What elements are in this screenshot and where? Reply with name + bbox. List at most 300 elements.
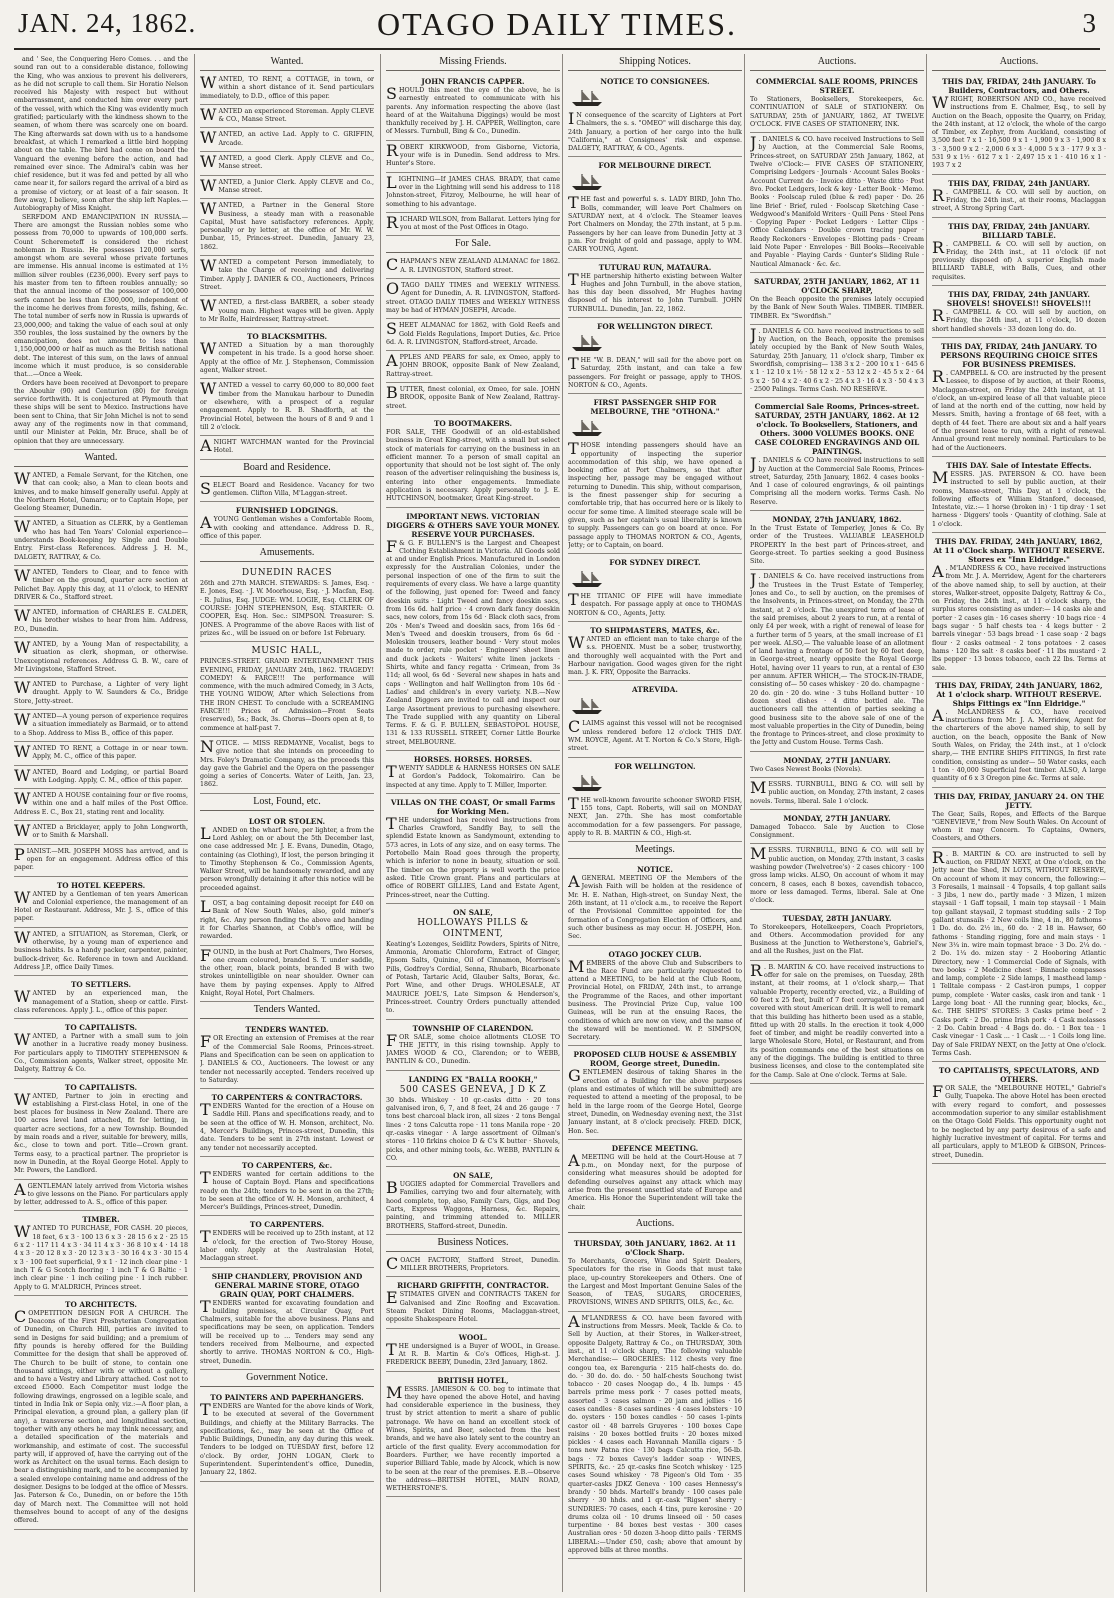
ad-text: EMBERS of the above Club and Subscribers to the Race Fund are particularly requested to attend a MEETING, to be held at the Club Room, Provincial Hotel, on FRIDAY, 24th inst., to arrange the Programme of the Races, and other important business. The Provincial Prize Cup, value 100 Guineas, will be run at the ensuing Races, the conditions of which are now on view, and the name of the steward will be mentioned. W. P. SIMPSON, Secretary. — [568, 959, 742, 1042]
ad-body — [750, 324, 924, 394]
ad-body — [386, 140, 560, 169]
page-number: 3 — [1082, 8, 1096, 38]
advertisement — [14, 822, 188, 845]
ship-icon — [568, 333, 742, 355]
ad-body — [932, 185, 1106, 214]
ad-body — [14, 678, 188, 706]
drop-cap: M — [932, 467, 949, 487]
ad-text: ANTED an efficient man to take charge of the s.s. PHOENIX. Must be a sober, trustworthy, and thoroughly well acquainted with the Port and Harbour navigation. Good wages given for the right man. J. K. FRY, Opposite the Barracks. — [568, 635, 742, 677]
ad-title: OTAGO JOCKEY CLUB. — [608, 949, 702, 959]
ad-body — [14, 1030, 188, 1074]
ad-text: . CAMPBELL & CO. will sell by auction, on Friday, the 24th inst., at 11 o'clock (if not previously disposed of) A superior English made BILLIARD TABLE, with Balls, Cues, and other requisites. — [932, 240, 1106, 281]
ad-body — [200, 1032, 374, 1085]
ad-text: PRINCES-STREET. GRAND ENTERTAINMENT THIS EVENING, FRIDAY, JANUARY 24th, 1862. TRAGEDY! COMEDY! & FARCE!!! The performance will commence, with the much admired Comedy, in 3 Acts, THE YOUNG WIDOW, After which Selections from THE IRON CHEST. To conclude with a SCREAMING FARCE!!! Prices of Admission—Front Seats (reserved), 5s.; Back, 3s. Chorus—Doors open at 8, to commence at half-past 7. — [200, 658, 374, 732]
ad-title: Commercial Sale Rooms, Princes-street. SATURDAY, 25TH JANUARY, 1862. At 12 o'clock. To Booksellers, Stationers, and Others. 3000 VOLUMES BOOKS. ONE CASE COLORED ENGRAVINGS AND OIL PAINTINGS. — [754, 402, 920, 457]
ad-title: TO CARPENTERS. — [249, 1220, 325, 1230]
drop-cap: R — [386, 140, 399, 160]
advertisement — [200, 643, 374, 737]
advertisement — [568, 158, 742, 258]
ad-text: ENDERS will be received up to 25th instant, at 12 o'clock, for the erection of Two-Storey House, labor only. Apply at the Australasian Hotel, Maclaggan street. — [200, 1230, 374, 1263]
drop-cap: A — [568, 1311, 580, 1331]
ad-title: TUESDAY, 28TH JANUARY. — [782, 913, 892, 923]
ad-text: ENDERS Wanted for the erection of a House on Saddle Hill. Plans and specifications ready, and to be seen at the office of W. H. Monson, architect, No. 4, Mercer's Buildings, Princes-street, Dunedin, this date. Tenders to be sent in 27th instant. Lowest or any tender not necessarily accepted. — [200, 1103, 374, 1152]
advertisement — [200, 1158, 374, 1216]
section-heading: Auctions. — [932, 56, 1106, 71]
ad-text: ESSRS. TURNBULL, BING & CO. will sell by public auction, on Monday, 27th instant, 2 cases novels. Terms, liberal. Sale 1 o'clock. — [750, 781, 924, 805]
advertisement — [200, 480, 374, 503]
section-heading: Tenders Wanted. — [200, 1004, 374, 1019]
ad-title: VILLAS ON THE COAST, Or small Farms for Working Men. — [390, 797, 556, 816]
ad-text: . McLANDRESS & CO., have received instructions from Mr. J. A. Merridew, Agent for the charterers of the above named ship, to sell by auction, on the beach, opposite the Bank of New South Wales, on Friday, the 24th inst., at 1 o'clock sharp,— THE ENTIRE SHIPS FITTINGS, In first rate condition, consisting as under— 50 Water casks, each 1 ton · 40,000 Superficial feet timber. ALSO, A large quantity of 6 x 3 Oregon pine &c. Terms at sale. — [932, 708, 1106, 783]
ship-icon — [568, 773, 742, 795]
ad-title: RICHARD GRIFFITH, CONTRACTOR. — [397, 1281, 549, 1291]
ad-body — [750, 296, 924, 321]
drop-cap: A — [386, 351, 398, 371]
section-heading: For Sale. — [386, 238, 560, 253]
ad-title: SHIP CHANDLERY, PROVISION AND GENERAL MARINE STORE, OTAGO GRAIN QUAY, PORT CHALMERS. — [211, 1271, 363, 1299]
ship-icon — [568, 696, 742, 718]
ad-title: TUTURAU RUN, MATAURA. — [598, 262, 712, 272]
drop-cap: J — [750, 324, 757, 344]
drop-cap: T — [568, 193, 579, 213]
ad-text: The Gear, Sails, Ropes, and Effects of the Barque "GENEVIEVE," from New South Wales. On Account of whom it may Concern. To Captains, Owners, Coasters, and Others. — [932, 810, 1106, 843]
ad-title: TO CARPENTERS, &c. — [241, 1160, 333, 1170]
ad-text: ANTED—A young person of experience requires a situation immediately as Barmaid, or to attend to a Shop. Address to Miss B., office of this paper. — [14, 713, 188, 737]
ad-text: ESSRS. JAMIESON & CO. beg to intimate that they have opened the above Hotel, and having had considerable experience in the business, they trust by strict attention to merit a share of public patronage. We have on hand an excellent stock of Wines, Spirits, and Beer, selected from the best brands, and we have also lately sent to the country an article of the first quality. Every accommodation for Boarders. Further, we have recently imported a superior Billiard Table, made by Alcock, which is now to be seen at the rear of the premises. E.B.—Observe the address—BRITISH HOTEL, MAIN ROAD, WETHERSTONE'S. — [386, 1385, 560, 1493]
drop-cap: W — [14, 638, 31, 657]
ad-title: THIS DAY, FRIDAY, 24th JANUARY. SHOVELS! SHOVELS!! SHOVELS!!! — [946, 290, 1092, 309]
advertisement — [200, 257, 374, 296]
ad-title: TO PAINTERS AND PAPERHANGERS. — [210, 1392, 364, 1402]
ad-body — [932, 561, 1106, 673]
advertisement — [386, 280, 560, 319]
drop-cap: W — [200, 379, 217, 399]
ad-text: . CAMPBELL & CO. will sell by auction, on Friday, the 24th inst., at 11 o'clock, 10 dozen short handled shovels · 33 dozen long do. do. — [932, 309, 1106, 333]
ad-title: DEFENCE MEETING. — [611, 1143, 699, 1153]
drop-cap: R — [932, 237, 945, 257]
ad-body — [932, 366, 1106, 453]
drop-cap: J — [750, 133, 757, 153]
advertisement — [932, 1063, 1106, 1164]
ad-text: OR Erecting an extension of Premises at the rear of the Commercial Sale Rooms, Princes-street. Plans and Specification can be seen on application to J. DANIELS & CO., Auctioneers. The lowest or any tender not necessarily accepted. Tenders received up to Saturday. — [200, 1035, 374, 1084]
ad-body — [14, 638, 188, 674]
ad-body — [200, 152, 374, 172]
ad-title: TO CAPITALISTS. — [64, 1082, 138, 1092]
drop-cap: T — [200, 1100, 211, 1120]
ad-body — [750, 960, 924, 1080]
ad-body — [750, 844, 924, 905]
advertisement — [932, 339, 1106, 457]
advertisement — [14, 878, 188, 928]
ad-body — [14, 710, 188, 738]
ad-text: ANTED, a first-class BARBER, a sober steady young man. Highest wages will be given. Apply to Mr Rolfe, Hairdresser, Rattray-street. — [200, 299, 374, 323]
advertisement — [200, 297, 374, 328]
advertisement — [386, 752, 560, 794]
ad-title: TO BOOTMAKERS. — [433, 418, 513, 428]
advertisement — [200, 177, 374, 200]
drop-cap: A — [932, 561, 944, 581]
ad-text: OACH FACTORY, Stafford Street, Dunedin. MILLER BROTHERS, Proprietors. — [400, 1256, 560, 1273]
section-heading: Meetings. — [568, 844, 742, 859]
advertisement — [568, 682, 742, 757]
advertisement — [750, 326, 924, 398]
advertisement — [386, 1330, 560, 1372]
drop-cap: W — [14, 887, 31, 907]
drop-cap: W — [14, 565, 31, 585]
advertisement — [568, 623, 742, 681]
drop-cap: L — [200, 897, 211, 917]
drop-cap: W — [14, 678, 31, 698]
ad-text: M'LANDRESS & CO. have been favored with instructions from Messrs. Meek, Tackle & Co. to Sell by Auction, at their Stores, in Walker-street, opposite Dalgety, Rattray & Co., on THURSDAY, 30th inst., at 11 o'clock sharp, The following valuable Merchandise:— GROCERIES: 112 chests very fine congou tea, ex Barenguria · 215 half-chests do. do. do. · 30 do. do. do. · 50 half-chests Souchong twist tobacco · 20 cases Noogap do., 4 lb. lumps · 45 barrels prime mess pork · 7 cases potted meats, assorted · 3 cases salmon · 20 jam and jellies · 16 cases candles · 8 cases sardines · 4 cases lobsters · 10 do. oysters · 150 boxes candles · 50 cases 1-pints castor oil · 48 barrels Gruyeres · 100 boxes Cape raisins · 20 boxes bottled fruits · 20 boxes mixed pickles · 4 cases each Havannah Manilla cigars · 5 tons new Patna rice · 130 bags Calcutta rice, 56-lb. bags · 72 boxes Cavey's ladder soap · WINES, SPIRITS, &c. · 25 qr.-casks fine Scotch whiskey · 125 cases Sound whiskey · 78 Pigeon's Old Tom · 35 quarter-casks JDKZ Geneva · 100 cases Hennessy's brandy · 50 bhds. Martell's brandy · 100 cases pale sherry · 30 hhds. and 1 qr.-cask "Rigsen" sherry · SUNDRIES: 70 cases, each 4 tins, pure kerosine · 20 drums colza oil · 10 drums linseed oil · 50 cases turpentine · 84 boxes best vestas · 300 cases Australian ores · 50 dozen 3-hoop ditto pails · TERMS LIBERAL:—Under £50, cash; above that amount by approved bills at three months. — [568, 1314, 742, 1555]
advertisement — [386, 1373, 560, 1498]
drop-cap: W — [200, 128, 217, 148]
paragraph: and ' See, the Conquering Hero Comes. . . and the sound ran out to a considerable distance, following the King, who was anxious to prevent his deliverers, as he did not scruple to call them. Sir Horatio Nelson received his Majesty with respect but without embarrassment, and conducted him over every part of the vessel, with which the King was evidently much gratified; particularly with the kindness shown to the seamen, of whom there was scarcely one on board. The King afterwards sat down with us to a handsome breakfast, at which I remarked a little bird hopping about on the table. The bird had come on board the Vanguard the evening before the action, and had remained ever since. The Admiral's cabin was her chief residence, but it was fed and petted by all who came near it, for sailors regard the arrival of a bird as a promise of victory, or at least of a fair season. It flew away, I believe, soon after the ship left Naples.—Autobiography of Miss Knight. — [14, 56, 188, 213]
ad-text: UTTER, finest colonial, ex Omeo, for sale. JOHN BROOK, opposite Bank of New Zealand, Rattray-street. — [386, 386, 560, 410]
ad-body — [568, 717, 742, 753]
drop-cap: W — [200, 152, 217, 172]
ad-body — [750, 525, 924, 566]
ad-title: TO ARCHITECTS. — [65, 1299, 137, 1309]
ad-body — [200, 256, 374, 292]
ad-body — [568, 193, 742, 254]
ad-text: OUND, in the bush at Port Chalmers, Two Horses, one cream coloured, branded S. T. under saddle, the other, roan, black points, branded B with two strokes unintelligible on near shoulder. Owner can have them by paying expenses. Apply to Alfred Knight, Royal Hotel, Port Chalmers. — [200, 948, 374, 998]
ad-body — [386, 941, 560, 1016]
ad-body — [200, 945, 374, 999]
drop-cap: A — [932, 705, 944, 725]
advertisement — [568, 74, 742, 157]
drop-cap: F — [200, 1032, 212, 1052]
advertisement — [568, 1313, 742, 1560]
ad-title: FOR WELLINGTON DIRECT. — [597, 322, 713, 332]
ad-text: ANTED a Bricklayer, apply to John Longworth, or to Smith & Marshall. — [32, 824, 188, 840]
drop-cap: P — [14, 844, 25, 864]
ad-title: NOTICE. — [637, 865, 673, 875]
advertisement — [14, 1080, 188, 1180]
ad-text: GENERAL MEETING OF the Members of the Jewish Faith will be holden at the residence of Mr. H. E. Nathan, High-street, on Sunday Next, the 26th instant, at 11 o'clock a.m., to receive the Report of the Provisional Committee appointed for the formation of a Congregation Election of Officers, and such other business as may occur. H. JOSEPH, Hon. Sec. — [568, 875, 742, 941]
ad-title: THURSDAY, 30th JANUARY, 1862. At 11 o'Clock Sharp. — [573, 1238, 737, 1257]
ad-body — [750, 924, 924, 957]
ad-text: ENDERS are Wanted for the above kinds of Work, to be executed at several of the Government Buildings, and chiefly at the Military Barracks. The specifications, &c., may be seen at the Office of Public Buildings, Dunedin, any day during this week. Tenders to be lodged on TUESDAY first, before 12 o'clock. By order, JOHN LOGAN, Clerk to Superintendent. Superintendent's office, Dunedin, January 22, 1862. — [200, 1402, 374, 1477]
ad-text: ENDERS wanted for certain additions to the house of Captain Boyd. Plans and specifications ready on the 24th; tenders to be sent in on the 27th; to be seen at the office of W. H. Monson, architect, 4 Mercer's Buildings, Princes-street, Dunedin. — [200, 1170, 374, 1212]
ad-text: ANTED TO RENT, a Cottage in or near town. Apply, M. C., office of this paper. — [32, 744, 188, 761]
ad-text: HEET ALMANAC for 1862, with Gold Reefs and Gold Fields Regulations, Import Duties, &c. Price 6d. A. R. LIVINGSTON, Stafford-street, Arcade. — [386, 322, 560, 346]
advertisement — [200, 380, 374, 436]
drop-cap: F — [200, 945, 212, 965]
ad-text: ANTED a Situation by a man thoroughly competent in his trade. Is a good horse shoer. Apply at the office of Mr. J. Stephenson, Commission agent, Walker street. — [200, 342, 374, 375]
section-heading: Auctions. — [568, 1218, 742, 1233]
drop-cap: O — [386, 279, 400, 299]
ad-text: PPLES AND PEARS for sale, ex Omeo, apply to JOHN BROOK, opposite Bank of New Zealand, Rattray-street. — [386, 354, 560, 378]
ad-title: JOHN FRANCIS CAPPER. — [421, 77, 525, 86]
ad-text: MEETING will be held at the Court-House at 7 p.m., on Monday next, for the purpose of considering what measures should be adopted for defending ourselves against any attack which may arise from the present unsettled state of Europe and America. His Honor the Superintendent will take the chair. — [568, 1153, 742, 1211]
drop-cap: A — [568, 872, 580, 892]
ad-body — [750, 454, 924, 507]
ad-body — [386, 172, 560, 209]
advertisement — [14, 607, 188, 638]
ad-body — [386, 383, 560, 411]
ad-body — [200, 73, 374, 101]
ad-body — [932, 811, 1106, 844]
ad-body — [200, 823, 374, 893]
ad-title: THIS DAY, FRIDAY, JANUARY 24. ON THE JETTY. — [933, 791, 1104, 810]
drop-cap: W — [14, 710, 31, 730]
ad-body — [568, 354, 742, 390]
ad-text: ANTED, TO RENT, a COTTAGE, in town, or within a short distance of it. Send particulars immediately, to D.D., office of this paper. — [200, 76, 374, 100]
advertisement — [386, 352, 560, 383]
drop-cap: W — [14, 927, 31, 947]
advertisement — [200, 738, 374, 794]
drop-cap: C — [568, 717, 581, 737]
ad-title: LANDING EX "BALLA ROOKH," — [408, 1074, 538, 1084]
drop-cap: C — [386, 1253, 399, 1273]
ad-body — [14, 517, 188, 561]
ad-body — [200, 128, 374, 148]
ad-body — [386, 1178, 560, 1231]
ad-body — [932, 306, 1106, 334]
ad-text: OMPETITION DESIGN FOR A CHURCH. The Deacons of the First Presbyterian Congregation of Dunedin, on Church Hill, parties are invited to send in Designs for said building; and a premium of fifty pounds is hereby offered for the Building Committee for the design that shall be approved of. The Church to be built of stone, to contain one thousand sittings, either with or without a gallery, and to have a Vestry and Library attached. Cost not to exceed £5000. Each Competitor must lodge the following drawings, engrossed on a legible scale, and tinted in India Ink or Sepia only, viz.:—A floor plan, a Principal elevation, a ground plan, a gallery plan (if any), a transverse section, and longitudinal section, together with any others he may think necessary, and a detailed specification of the materials and workmanship, and estimate of cost. The successful party will, if approved of, have the carrying out of the work as Architect on the usual terms. Each design to bear a distinguishing mark, and to be accompanied by a sealed envelope containing name and address of the designer. Designs to be lodged at the office of Messrs. Jas. Paterson & Co., Dunedin, on or before the 15th day of March next. The Committee will not hold themselves bound to accept of any of the designs offered. — [14, 1309, 188, 1525]
advertisement — [14, 767, 188, 790]
advertisement — [200, 898, 374, 945]
ad-body — [200, 1167, 374, 1212]
advertisement — [386, 905, 560, 1020]
drop-cap: F — [386, 1030, 398, 1050]
column-3 — [386, 54, 560, 1594]
ad-body — [750, 766, 924, 774]
advertisement — [200, 1217, 374, 1267]
column-divider — [194, 54, 195, 1592]
advertisement — [200, 1269, 374, 1370]
ad-body — [932, 705, 1106, 784]
ad-text: YOUNG Gentleman wishes a Comfortable Room, with cooking and attendance. Address D. R., office of this paper. — [200, 516, 374, 540]
ad-text: 30 bhds. Whiskey · 10 qr.-casks ditto · 20 tons galvanised iron, 6, 7, and 8 feet, 24 and 26 gauge · 7 tons best charcoal black iron, all sizes · 2 tons Bengal lines · 2 tons Calcutta rope · 11 tons Manila rope · 20 qr.-casks vinegar · A large assortment of Oilman's stores · 110 firkins choice D & C's K butter · Shovels, picks, and other mining tools, &c. WEBB, PANTLIN & CO. — [386, 1096, 560, 1162]
advertisement — [568, 1236, 742, 1312]
advertisement — [932, 219, 1106, 286]
ad-body — [932, 237, 1106, 282]
ad-title: WOOL. — [458, 1332, 488, 1342]
drop-cap: R — [932, 847, 945, 867]
ad-text: ANTED, a Female Servant, for the Kitchen, one that can cook; also, a Man to clean boots and knives, and to make himself generally useful. Apply at the Northern Hotel, Oamaru; or to Captain Hope, per Geelong Steamer, Dunedin. — [14, 471, 188, 513]
ad-body — [14, 606, 188, 634]
ad-body — [200, 296, 374, 324]
ad-text: Keating's Lozenges, Seidlitz Powders, Spirits of Nitre, Ammonia, Aromatic Chloroform, Extract of Ginger, Epsom Salts, Quinine, Oil of Cinnamon, Morrison's Pills, Godfrey's Cordial, Senna, Rhubarb, Bicarbonate of Potash, Tartaric Acid, Glauber Salts, Borax, &c. Port Wine, and other Drugs. WHOLESALE, AT MAURICE JOEL'S, Late Simpson & Henderson's, Princes-street. Country Orders punctually attended to. — [386, 940, 560, 1015]
advertisement — [14, 929, 188, 976]
ad-body — [200, 1296, 374, 1366]
ad-body — [14, 1306, 188, 1526]
ad-title: IMPORTANT NEWS. VICTORIAN DIGGERS & OTHERS SAVE YOUR MONEY. RESERVE YOUR PURCHASES. — [386, 511, 560, 539]
ad-title: THIS DAY. Sale of Intestate Effects. — [946, 460, 1092, 470]
ship-icon — [568, 418, 742, 440]
ad-headline: MUSIC HALL, — [251, 646, 323, 657]
ad-text: ANTED, a Partner with a small sum to join another in a lucrative ready money business. For particulars apply to TIMOTHY STEPHENSON & Co., Commission agents, Walker street, opposite Mr. Dalgety, Rattray & Co. — [14, 1033, 188, 1074]
advertisement — [200, 814, 374, 897]
ad-text: ENDERS wanted for excavating foundation and building premises, at Circular Quay, Port Chalmers, suitable for the above business. Plans and specifications may be seen, on application. Tenders will be received up to ... Tenders may send any tenders received from Melbourne, and expected shortly to arrive. THOMAS NORTON & CO., High-street, Dunedin. — [200, 1299, 374, 1365]
drop-cap: W — [14, 517, 31, 537]
ad-body — [14, 887, 188, 924]
ad-title: SATURDAY, 25TH JANUARY, 1862, AT 11 O'CLOCK SHARP, — [754, 276, 920, 295]
ad-title: ON SALE, — [453, 1171, 493, 1181]
ad-body — [568, 439, 742, 550]
newspaper-title: OTAGO DAILY TIMES. — [377, 6, 737, 42]
ad-title: TO SHIPMASTERS, MATES, &c. — [590, 625, 720, 635]
advertisement — [750, 512, 924, 570]
drop-cap: T — [568, 793, 579, 813]
ad-text: . M'LANDRESS & CO., have received instructions from Mr. J. A. Merridew, Agent for the charterers of the above named ship, to sell by auction, at their stores, Walker-street, opposite Dalgety, Rattray & Co., on Friday, the 24th inst., at 11 o'clock sharp, the surplus stores consisting as under:— 14 casks ale and porter · 2 cases gin · 16 cases sherry · 10 bags rice · 4 bags sugar · 5 half chests tea · 4 kegs butter · 2 barrels vinegar · 53 bags bread · 1 case soap · 2 bags flour · 2 casks oatmeal · 2 tons potatoes · 2 cases hams · 120 lbs salt · 8 casks beef · 11 lbs mustard · 2 lbs pepper · 13 boxes tobacco, each 22 lbs. Terms at sale. — [932, 564, 1106, 672]
drop-cap: E — [386, 1288, 398, 1308]
advertisement — [568, 947, 742, 1047]
ad-body — [386, 255, 560, 275]
advertisement — [386, 416, 560, 508]
advertisement — [14, 1297, 188, 1530]
ad-text: Damaged Tobacco. Sale by Auction to Close Consignment. — [750, 823, 924, 840]
drop-cap: W — [14, 789, 31, 809]
ad-text: ANTED a vessel to carry 60,000 to 80,000 feet timber from the Manukau harbour to Dunedin or elsewhere, with a prospect of a regular engagement. Apply to R. B. Shadforth, at the Provincial Hotel, between the hours of 8 and 9 and 1 till 2 o'clock. — [200, 382, 374, 431]
advertisement — [750, 811, 924, 845]
column-2 — [200, 54, 374, 1594]
ad-text: ANTED, Board and Lodging, or partial Board with Lodging. Apply, C. M., office of this paper. — [32, 768, 188, 784]
drop-cap: M — [750, 778, 767, 797]
ad-text: ANTED, a Junior Clerk. Apply CLEVE and Co., Manse street. — [218, 178, 374, 194]
drop-cap: C — [386, 255, 399, 275]
drop-cap: S — [200, 478, 211, 498]
drop-cap: W — [14, 765, 31, 785]
advertisement — [386, 1021, 560, 1071]
ad-title: TO HOTEL KEEPERS. — [56, 880, 146, 890]
ad-text: HOSE intending passengers should have an opportunity of inspecting the superior accommodation of this ship, we have opened a booking office at Port Chalmers, so that after inspecting her, passage may be engaged without returning to Dunedin. This ship, without comparison, is the finest passenger ship for securing a comfortable trip, that has occurred here or is likely to occur for some time. A limited steerage scale will be given, such as her captain's usual liberality is known to supply. Passengers can go on board at once. For passage apply to THOMAS NORTON & CO., Agents, Jetty; or to Captain, on board. — [568, 442, 742, 549]
ad-text: OBERT KIRKWOOD, from Gisborne, Victoria, your wife is in Dunedin. Send address to Mrs. Hunter's Store. — [386, 143, 560, 168]
ad-body — [568, 1311, 742, 1556]
advertisement — [200, 1022, 374, 1089]
drop-cap: W — [200, 256, 217, 276]
ship-icon — [568, 88, 742, 110]
drop-cap: W — [14, 1222, 31, 1242]
ad-text: LAIMS against this vessel will not be recognised unless rendered before 12 o'clock THIS DAY. WM. ROYCE, Agent. At T. Norton & Co.'s Store, High-street. — [568, 720, 742, 753]
ad-text: OR SALE, some choice allotments CLOSE TO THE JETTY, in this rising township. Apply to JAMES WOOD & CO., Clarendon; or to WEBB, PANTLIN & CO., Dunedin. — [386, 1033, 560, 1066]
advertisement — [568, 759, 742, 842]
ad-body — [568, 1066, 742, 1135]
ad-title: FIRST PASSENGER SHIP FOR MELBOURNE, THE "OTHONA." — [590, 398, 720, 417]
advertisement — [568, 1047, 742, 1139]
advertisement — [14, 846, 188, 877]
ad-text: OST, a bag containing deposit receipt for £40 on Bank of New South Wales, also, gold miner's right, &c. Any person finding the above and handing it for Charles Shannon, at Cobb's office, will be rewarded. — [200, 900, 374, 941]
ad-title: BRITISH HOTEL, — [437, 1375, 509, 1385]
ad-body — [200, 658, 374, 733]
ad-body — [568, 1150, 742, 1212]
ad-body — [386, 536, 560, 747]
drop-cap: T — [386, 1339, 397, 1359]
ad-body — [14, 987, 188, 1015]
ad-text: 26th and 27th MARCH. STEWARDS: S. James, Esq. · E. Jones, Esq. · J. W. Moorhouse, Esq. · J. Macfan, Esq. · R. Julius, Esq. JUDGE: WM. LOGIE, Esq. CLERK OF COURSE: JOHN STEPHENSON, Esq. STARTER: O. COOPER, Esq. Hon. Sec.: SIMPSON. Treasurer: S. JONES. A Programme of the above Races with list of prizes &c., will be issued on or before 1st February. — [200, 580, 374, 637]
issue-date: JAN. 24, 1862. — [18, 8, 197, 38]
drop-cap: F — [932, 1082, 944, 1102]
ad-body — [386, 84, 560, 137]
ad-text: ANTED TO PURCHASE, FOR CASH. 20 pieces, 18 feet, 6 x 3 · 100 13 6 x 3 · 28 15 6 x 2 · 25 15 6 x 2 · 117 11 4 x 3 · 34 11 4 x 3 · 36 8 10 x 4 · 14 18 4 x 3 · 20 12 8 x 3 · 20 12 3 x 3 · 30 16 4 x 3 · 30 15 4 x 3 · 100 feet superficial, 9 x 1 · 12 inch clear pine · 1 inch T & G Scotch flooring · 1 inch T & G Baltic · 1 inch clear pine · 1 inch ceiling pine · 1 inch rubber. Apply to G. M'ALDRICH, Princes street. — [14, 1225, 188, 1291]
advertisement — [200, 437, 374, 460]
ad-body — [932, 467, 1106, 529]
drop-cap: T — [568, 269, 579, 289]
ad-text: To Stationers, Booksellers, Storekeepers, &c. CONTINUATION of SALE of STATIONERY. On SATURDAY, 25th of JANUARY, 1862, AT TWELVE O'CLOCK. FIVE CASES OF STATIONERY, INK. — [750, 96, 924, 128]
column-1 — [14, 54, 188, 1594]
ad-text: NIGHT WATCHMAN wanted for the Provincial Hotel. — [213, 439, 374, 455]
drop-cap: W — [932, 93, 949, 112]
column-divider — [744, 54, 745, 1592]
ad-body — [568, 956, 742, 1043]
advertisement — [750, 571, 924, 751]
ad-text: STIMATES GIVEN and CONTRACTS TAKEN for Galvanised and Zinc Roofing and Excavation. Steam Packet Dining Rooms, Maclaggan-street, opposite Shakespeare Hotel. — [386, 1291, 560, 1324]
advertisement — [932, 849, 1106, 1062]
drop-cap: T — [568, 354, 579, 374]
drop-cap: W — [200, 175, 217, 195]
ad-title: THIS DAY, FRIDAY, 24th JANUARY. BILLIARD TABLE. — [948, 221, 1090, 240]
ad-title: FOR SYDNEY DIRECT. — [609, 558, 701, 568]
ad-text: ANTED, information of CHARLES E. CALDER, his brother wishes to hear from him. Address, P.O., Dunedin. — [14, 609, 188, 633]
section-heading: Board and Residence. — [200, 462, 374, 477]
ad-title: THIS DAY, FRIDAY, 24th JANUARY. To Builders, Contractors, and Others. — [942, 77, 1096, 95]
ad-body — [14, 1089, 188, 1176]
advertisement — [200, 1090, 374, 1157]
section-heading: Government Notice. — [200, 1372, 374, 1387]
ad-body — [568, 109, 742, 153]
advertisement — [386, 74, 560, 141]
ad-text: HAPMAN'S NEW ZEALAND ALMANAC for 1862. A. R. LIVINGSTON, Stafford street. — [400, 258, 560, 274]
advertisement — [14, 743, 188, 766]
advertisement — [750, 753, 924, 778]
advertisement — [14, 1020, 188, 1078]
ad-text: . DANIELS & CO. have received instructions to sell by Auction, on the Beach, opposite the premises lately occupied by the Bank of New South Wales, Saturday, 25th January, 11 o'clock sharp, Timber ex Swordfish, comprising— 138 3 x 2 · 200 10 x 1 · 645 6 x 1 · 12 10 x 1½ · 58 12 x 2 · 53 12 x 2 · 45 5 x 2 · 64 5 x 2 · 50 4 x 2 · 40 6 x 2 · 25 4 x 3 · 16 4 x 3 · 50 4 x 3 · 2500 Palings. Terms Cash. NO RESERVE. — [750, 327, 924, 393]
ad-text: ANTED, Tenders to Clear, and to fence with timber on the ground, quarter acre section at Pelichet Bay. Apply this day, at 11 o'clock, to HENRY DRIVER & Co., Stafford street. — [14, 568, 188, 601]
advertisement — [386, 1168, 560, 1235]
advertisement — [932, 176, 1106, 218]
section-heading: Wanted. — [14, 452, 188, 467]
ad-text: HE TITANIC OF FIFE will have immediate despatch. For passage apply at once to THOMAS NORTON & CO., Agents, Jetty. — [568, 593, 742, 617]
drop-cap: N — [200, 736, 214, 756]
advertisement — [200, 74, 374, 105]
ad-body — [932, 93, 1106, 171]
advertisement — [932, 789, 1106, 848]
advertisement — [14, 790, 188, 821]
masthead-rule — [14, 48, 1100, 50]
drop-cap: T — [568, 439, 579, 459]
advertisement — [200, 503, 374, 545]
advertisement — [386, 1278, 560, 1328]
advertisement — [932, 458, 1106, 533]
ad-text: HE partnership hitherto existing between Walter Hughes and John Turnbull, in the above station, has this day been dissolved, Mr Hughes having disposed of his interest to John Turnbull. JOHN TURNBULL. Dunedin, Jan. 22, 1862. — [568, 272, 742, 313]
ad-text: ANTED, a Partner in the General Store Business, a steady man with a reasonable Capital, Must have satisfactory references. Apply, personally or by letter, at the office of Mr. W. W. Dunbar, 15, Princes-street. Dunedin, January 23, 1862. — [200, 202, 374, 251]
drop-cap: T — [200, 1167, 211, 1187]
ad-title: TO CAPITALISTS, SPECULATORS, AND OTHERS. — [938, 1066, 1100, 1085]
masthead — [0, 0, 1114, 50]
advertisement — [200, 1390, 374, 1482]
ad-text: ANTED to Purchase, a Lighter of very light draught. Apply to W. Saunders & Co., Bridge Store, Jetty-street. — [14, 681, 188, 705]
section-heading: Business Notices. — [386, 1237, 560, 1252]
advertisement — [200, 129, 374, 152]
ad-body — [386, 212, 560, 233]
ad-text: TAGO DAILY TIMES and WEEKLY WITNESS. Agent for Dunedin, A. R. LIVINGSTON, Stafford-street. OTAGO DAILY TIMES and WEEKLY WITNESS may be had of HYMAN JOSEPH, Arcade. — [386, 282, 560, 314]
advertisement — [750, 74, 924, 133]
ad-body — [200, 436, 374, 456]
advertisement — [568, 1141, 742, 1216]
ad-body — [200, 1227, 374, 1263]
drop-cap: R — [932, 185, 945, 205]
ad-text: . DANIELS & Co. have received instructions from the Trustees in the Trust Estate of Temperley, Jones and Co., to sell by auction, on the premises of the Insolvents, in Princes-street, on Monday, the 27th instant, at 2 o'clock. The unexpired term of lease of the said premises, about 2 years to run, at a rental of only £4 per week, with a right of renewal of lease for a further term of 5 years, at the small increase of £1 per week. ALSO,— The valuable lease of an allotment of land having a frontage of 50 feet by 60 feet deep, in George-street, nearly opposite the Royal George Hotel, having over 11 years to run, at a rental of £30 per annum. AFTER WHICH,— The STOCK-IN-TRADE, consisting of— 50 cases whiskey · 20 do. champagne · 20 do. gin · 20 do. wine · 3 tubs Holland butter · 10 dozen steel dishes · 4 ditto bottled ale. The auctioneers call the attention of parties seeking a good business site to the above sale of one of the most valuable properties in the City of Dunedin, being the frontage to Princes-street, and close proximity to the Jetty and Custom House. Terms Cash. — [750, 573, 924, 747]
advertisement — [14, 639, 188, 678]
ad-body — [14, 927, 188, 972]
ad-title: FOR WELLINGTON. — [614, 761, 696, 771]
ad-text: WENTY SADDLE & HARNESS HORSES ON SALE at Gordon's Paddock, Tokomairiro. Can be inspected at any time. Apply to T. Miller, Importer. — [386, 765, 560, 789]
column-6 — [932, 54, 1106, 1594]
ship-icon — [568, 569, 742, 591]
drop-cap: R — [932, 306, 945, 326]
advertisement — [750, 274, 924, 325]
